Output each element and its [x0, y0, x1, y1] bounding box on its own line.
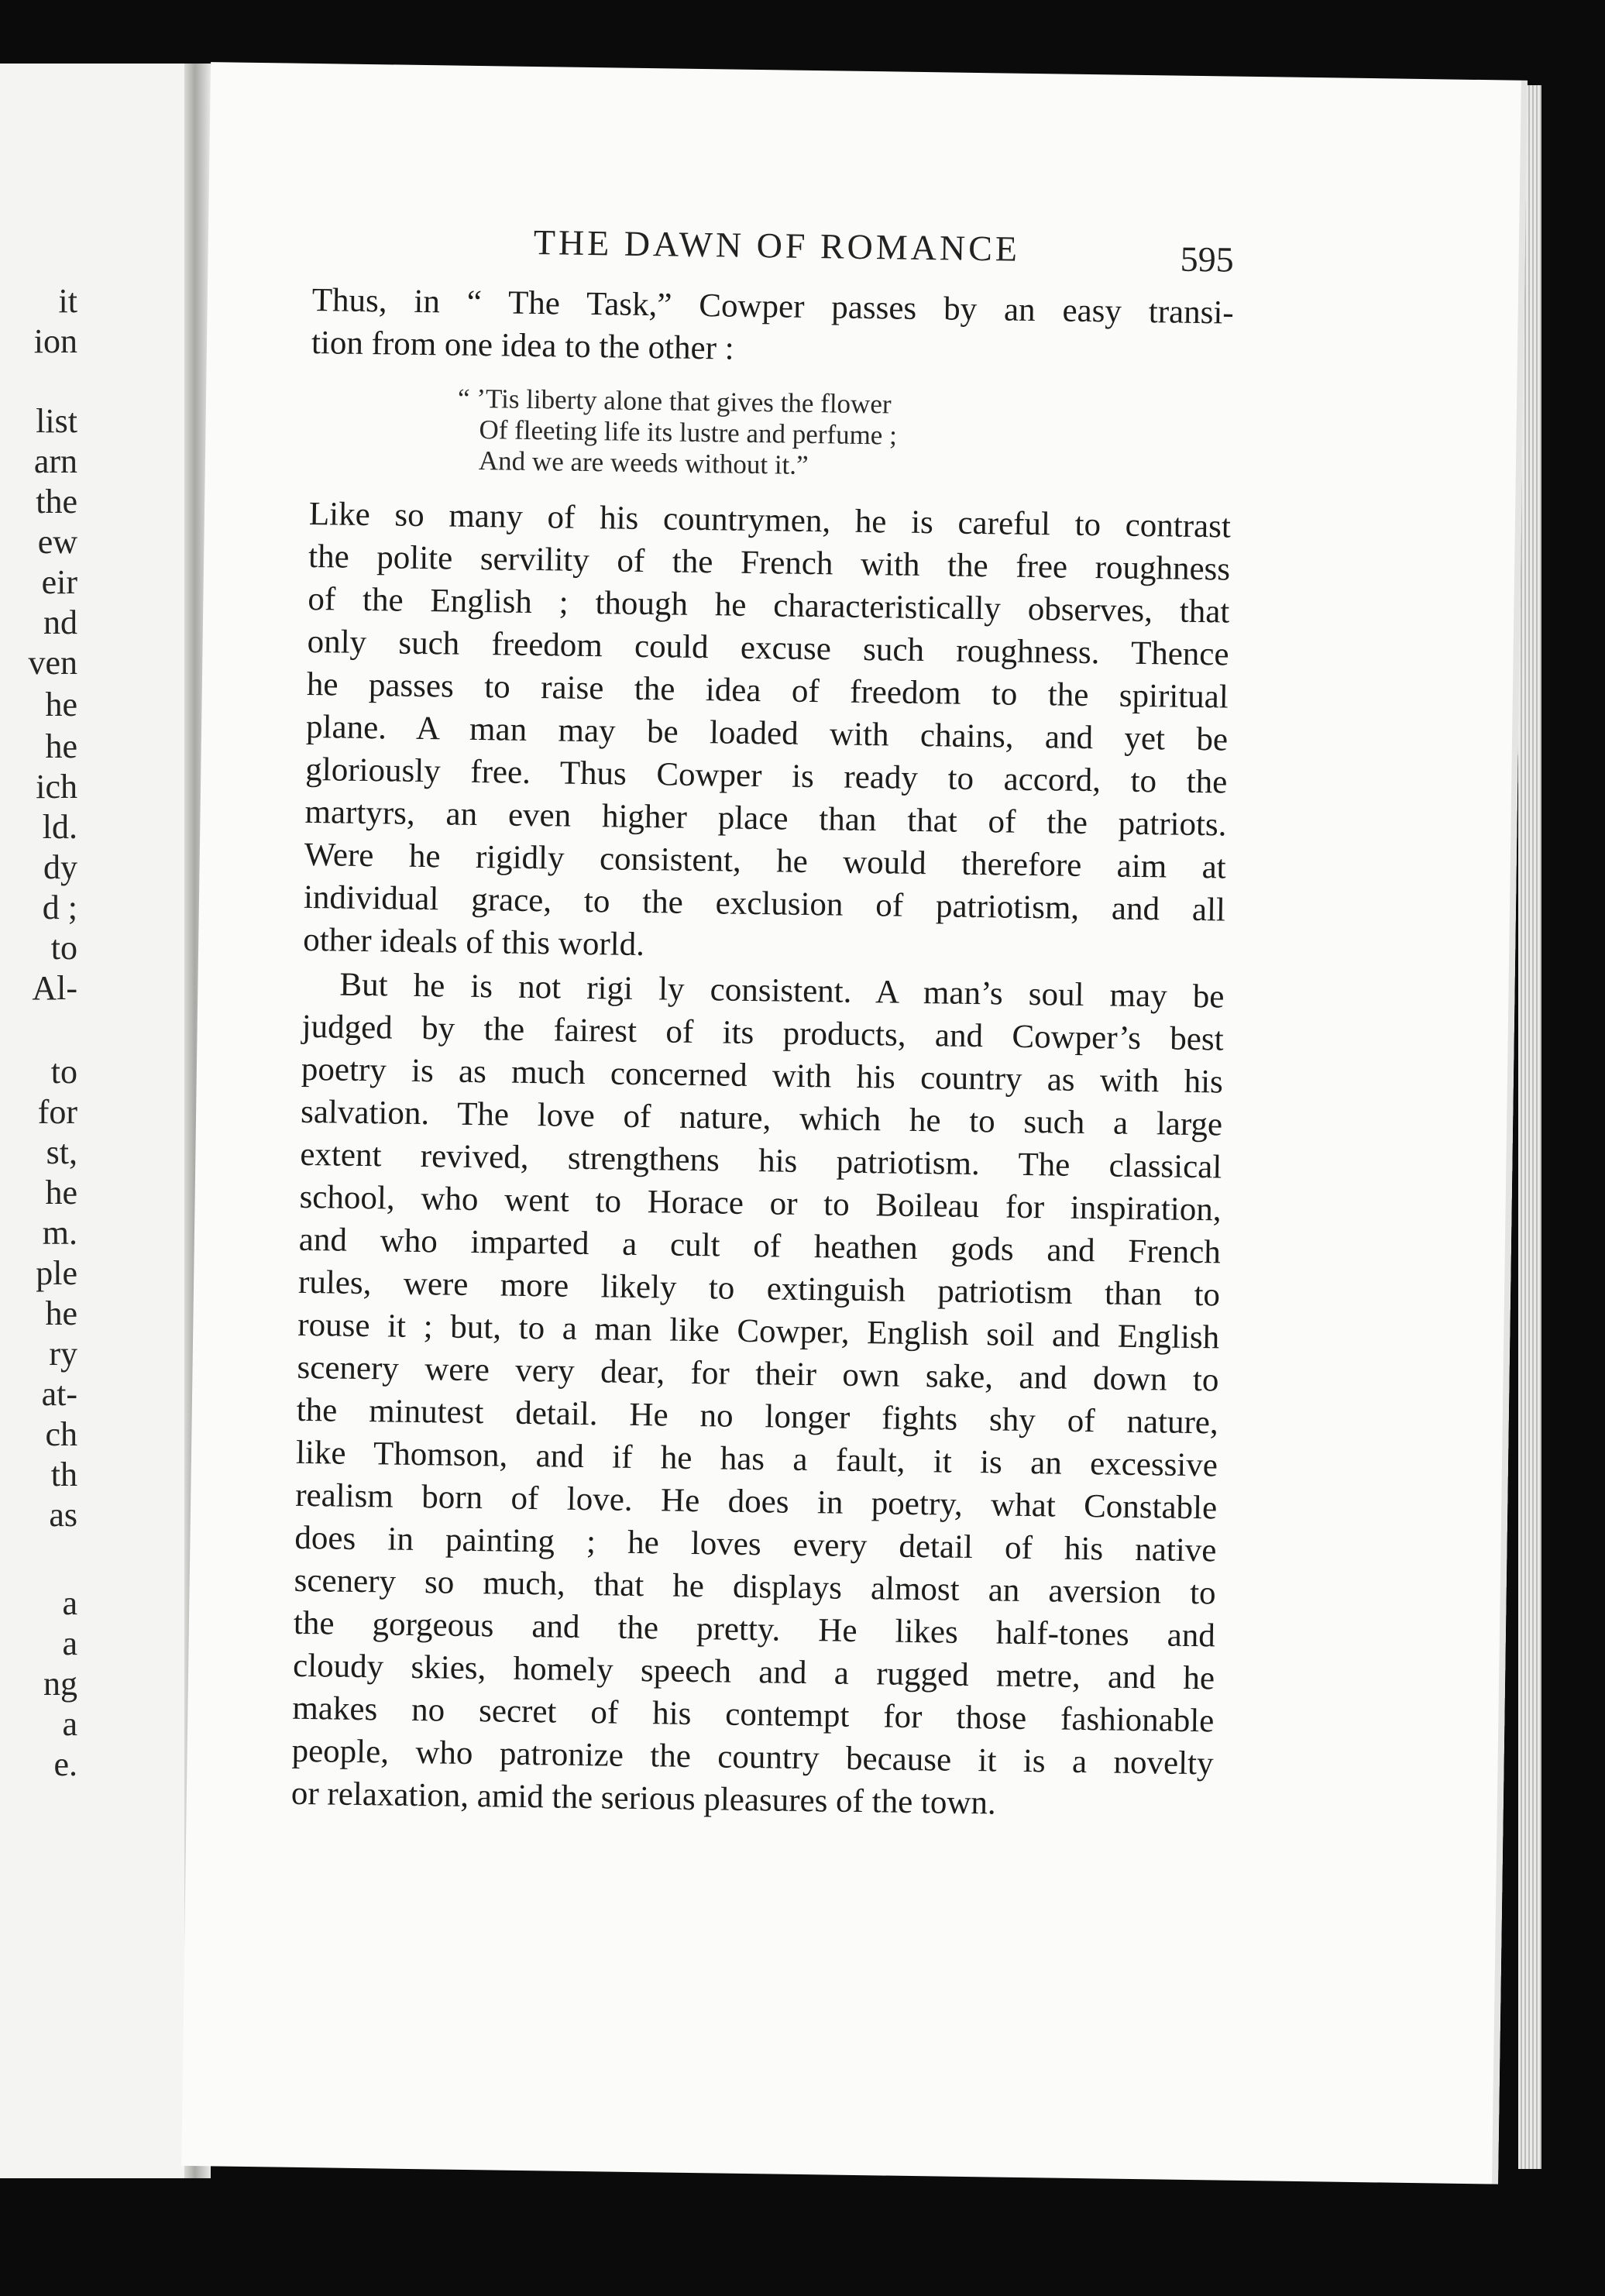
- text-line: and who imparted a cult of heathen gods and French: [298, 1221, 1222, 1271]
- left-page-fragment: Al-: [32, 969, 77, 1007]
- verse-line: And we are weeds without it.”: [478, 445, 809, 480]
- text-line: rules, were more likely to extinguish patriotism than to: [297, 1263, 1221, 1314]
- left-page-fragment: d ;: [42, 888, 77, 926]
- left-page-fragment: for: [37, 1093, 77, 1131]
- left-page-fragment: as: [49, 1496, 77, 1534]
- left-page-fragment: ven: [28, 644, 77, 682]
- text-line: he passes to raise the idea of freedom to the spiritual: [306, 665, 1229, 716]
- left-page-fragment: ch: [45, 1415, 77, 1453]
- page-number: 595: [1180, 239, 1235, 280]
- left-page-fragment: to: [50, 929, 77, 967]
- text-line: of the English ; though he characteristically observes, that: [308, 580, 1230, 631]
- left-page-fragment: he: [45, 1174, 77, 1212]
- text-line: realism born of love. He does in poetry, what Constable: [294, 1476, 1218, 1527]
- left-page-fragment: a: [62, 1624, 77, 1662]
- text-line: scenery were very dear, for their own sake, and down to: [297, 1349, 1219, 1399]
- text-line: martyrs, an even higher place than that of the patriots.: [304, 793, 1227, 844]
- left-page-fragment: dy: [43, 848, 77, 886]
- running-head: THE DAWN OF ROMANCE: [533, 222, 1021, 269]
- text-line: tion from one idea to the other :: [311, 324, 735, 367]
- verse-quotation: [457, 383, 1233, 487]
- left-page-fragment: list: [36, 402, 77, 440]
- left-page-fragment: eir: [41, 563, 77, 601]
- left-page-fragment: it: [58, 282, 77, 320]
- left-page-fragment: ng: [43, 1665, 77, 1703]
- left-page-fragment: the: [36, 483, 77, 521]
- page-body: [291, 279, 1235, 1827]
- left-page-fragment: at-: [41, 1375, 77, 1413]
- text-line: plane. A man may be loaded with chains, and yet be: [305, 708, 1229, 758]
- intro-paragraph: [311, 279, 1234, 377]
- text-line: But he is not rigi ly consistent. A man’s soul may be: [339, 966, 1225, 1016]
- text-line: Thus, in “ The Task,” Cowper passes by an easy transi-: [311, 281, 1235, 332]
- paragraph-nature: [291, 963, 1225, 1828]
- text-line: gloriously free. Thus Cowper is ready to accord, to the: [305, 751, 1228, 801]
- left-page-fragment: ion: [33, 322, 77, 360]
- text-line: salvation. The love of nature, which he to such a large: [300, 1093, 1223, 1143]
- text-line: rouse it ; but, to a man like Cowper, English soil and English: [297, 1306, 1220, 1356]
- text-line: extent revived, strengthens his patriotism. The classical: [300, 1136, 1222, 1186]
- text-line: like Thomson, and if he has a fault, it is an excessive: [295, 1434, 1218, 1484]
- left-facing-page: [0, 64, 189, 2178]
- left-page-fragment: nd: [43, 603, 77, 641]
- text-line: Like so many of his countrymen, he is careful to contrast: [308, 495, 1232, 545]
- left-page-fragment: he: [45, 686, 77, 724]
- text-line: individual grace, to the exclusion of patriotism, and all: [303, 878, 1226, 929]
- text-line: judged by the fairest of its products, and Cowper’s best: [301, 1008, 1224, 1058]
- left-page-fragment: a: [62, 1584, 77, 1622]
- text-line: does in painting ; he loves every detail of his native: [294, 1519, 1217, 1569]
- left-page-fragment: ry: [49, 1335, 77, 1373]
- text-line: or relaxation, amid the serious pleasures of the town.: [290, 1775, 997, 1822]
- left-page-fragment: he: [45, 1294, 77, 1332]
- book-page: [181, 62, 1528, 2184]
- left-page-fragment: arn: [33, 442, 77, 480]
- text-line: the minutest detail. He no longer fights shy of nature,: [296, 1391, 1219, 1442]
- left-page-fragment: he: [45, 727, 77, 765]
- text-line: people, who patronize the country because it is a novelty: [291, 1732, 1214, 1782]
- text-line: Were he rigidly consistent, he would therefore aim at: [304, 836, 1227, 886]
- text-line: the gorgeous and the pretty. He likes half-tones and: [293, 1604, 1216, 1655]
- left-page-fragment: ich: [36, 768, 77, 806]
- text-line: school, who went to Horace or to Boileau for inspiration,: [299, 1178, 1222, 1229]
- text-line: makes no secret of his contempt for those fashionable: [292, 1689, 1215, 1740]
- text-line: other ideals of this world.: [302, 921, 645, 964]
- left-page-fragment: th: [50, 1456, 77, 1493]
- left-page-fragment: e.: [53, 1745, 77, 1783]
- left-page-fragment: to: [50, 1053, 77, 1091]
- verse-line: “ ’Tis liberty alone that gives the flower: [457, 383, 892, 420]
- text-line: cloudy skies, homely speech and a rugged metre, and he: [292, 1647, 1215, 1697]
- left-page-fragment: a: [62, 1705, 77, 1743]
- text-line: poetry is as much concerned with his country as with his: [301, 1050, 1224, 1101]
- paragraph-freedom: [303, 493, 1231, 974]
- left-page-fragment: ew: [37, 523, 77, 561]
- text-line: scenery so much, that he displays almost an aversion to: [294, 1562, 1216, 1612]
- left-page-fragment: ple: [36, 1254, 77, 1292]
- left-page-fragment: st,: [46, 1133, 77, 1171]
- text-line: only such freedom could excuse such roughness. Thence: [307, 623, 1229, 673]
- text-line: the polite servility of the French with the free roughness: [308, 538, 1231, 588]
- verse-line: Of fleeting life its lustre and perfume ;: [479, 414, 898, 451]
- left-page-fragment: ld.: [42, 808, 77, 846]
- left-page-fragment: m.: [42, 1214, 77, 1252]
